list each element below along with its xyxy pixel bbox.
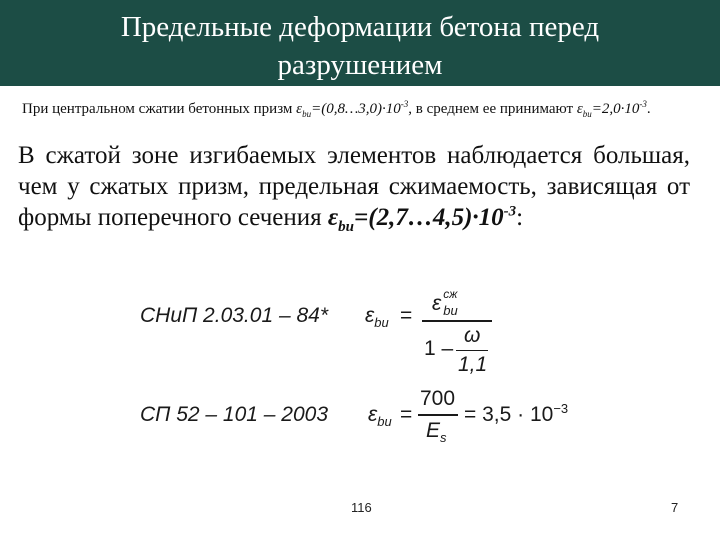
intro-text-b: , в среднем ее принимают — [408, 101, 577, 117]
intro-text-a: При центральном сжатии бетонных призм — [22, 101, 297, 117]
formula-snip-den-one: 1 – — [424, 337, 454, 360]
formula-snip-den-value: 1,1 — [458, 353, 488, 376]
formula-sp-den-letter: E — [426, 419, 441, 442]
intro-epsilon-symbol: ε — [296, 101, 303, 117]
formula-sp-lhs-epsilon: ε — [368, 403, 378, 426]
formula-snip-num-subscript: bu — [443, 303, 458, 318]
formula-snip-equals: = — [400, 304, 413, 327]
formula-sp-den-subscript: s — [440, 430, 447, 446]
slide-title-line2: разрушением — [277, 49, 443, 81]
intro-range-exponent: -3 — [400, 99, 409, 109]
formula-snip-lhs-subscript: bu — [374, 315, 389, 331]
main-strain-exponent: -3 — [503, 203, 517, 220]
main-paragraph-text: В сжатой зоне изгибаемых элементов наблюдается большая, чем у сжатых призм, предельная сжимаемость, зависящая от формы поперечного сечения — [18, 142, 690, 231]
intro-text-c: . — [646, 101, 651, 117]
main-strain-value: =(2,7…4,5)·10 — [354, 204, 504, 231]
main-epsilon-symbol: ε — [327, 204, 339, 231]
formula-sp-lhs-subscript: bu — [377, 414, 392, 430]
formula-sp-lhs — [368, 403, 392, 430]
formula-sp-label: СП 52 – 101 – 2003 — [140, 403, 329, 426]
intro-epsilon-symbol-2: ε — [576, 101, 583, 117]
formula-snip-lhs-epsilon: ε — [365, 304, 375, 327]
main-epsilon-subscript: bu — [338, 219, 355, 235]
slide-title-line1: Предельные деформации бетона перед — [120, 11, 600, 43]
formula-sp-equals: = — [400, 403, 413, 426]
slide-number: 7 — [671, 500, 679, 515]
formula-snip-label: СНиП 2.03.01 – 84* — [140, 304, 329, 327]
formula-snip-num-epsilon: ε — [432, 292, 442, 315]
formula-sp-result-value: = 3,5 · 10 — [464, 403, 554, 426]
intro-average-value: =2,0·10 — [591, 101, 640, 117]
formula-sp-denominator — [426, 419, 447, 446]
intro-epsilon-subscript: bu — [302, 109, 312, 119]
intro-range-value: =(0,8…3,0)·10 — [311, 101, 401, 117]
formula-sp-result-exponent: −3 — [553, 401, 569, 416]
main-paragraph-tail: : — [516, 204, 524, 231]
page-reference: 116 — [351, 500, 372, 515]
intro-average-exponent: -3 — [639, 99, 647, 109]
formula-sp-fraction-bar — [418, 414, 458, 416]
formula-sp-numerator: 700 — [420, 387, 456, 410]
formula-snip-den-omega: ω — [464, 324, 481, 347]
formula-sp-result — [464, 403, 568, 427]
formula-snip-num-superscript: сж — [443, 287, 458, 301]
intro-epsilon-subscript-2: bu — [582, 109, 592, 119]
